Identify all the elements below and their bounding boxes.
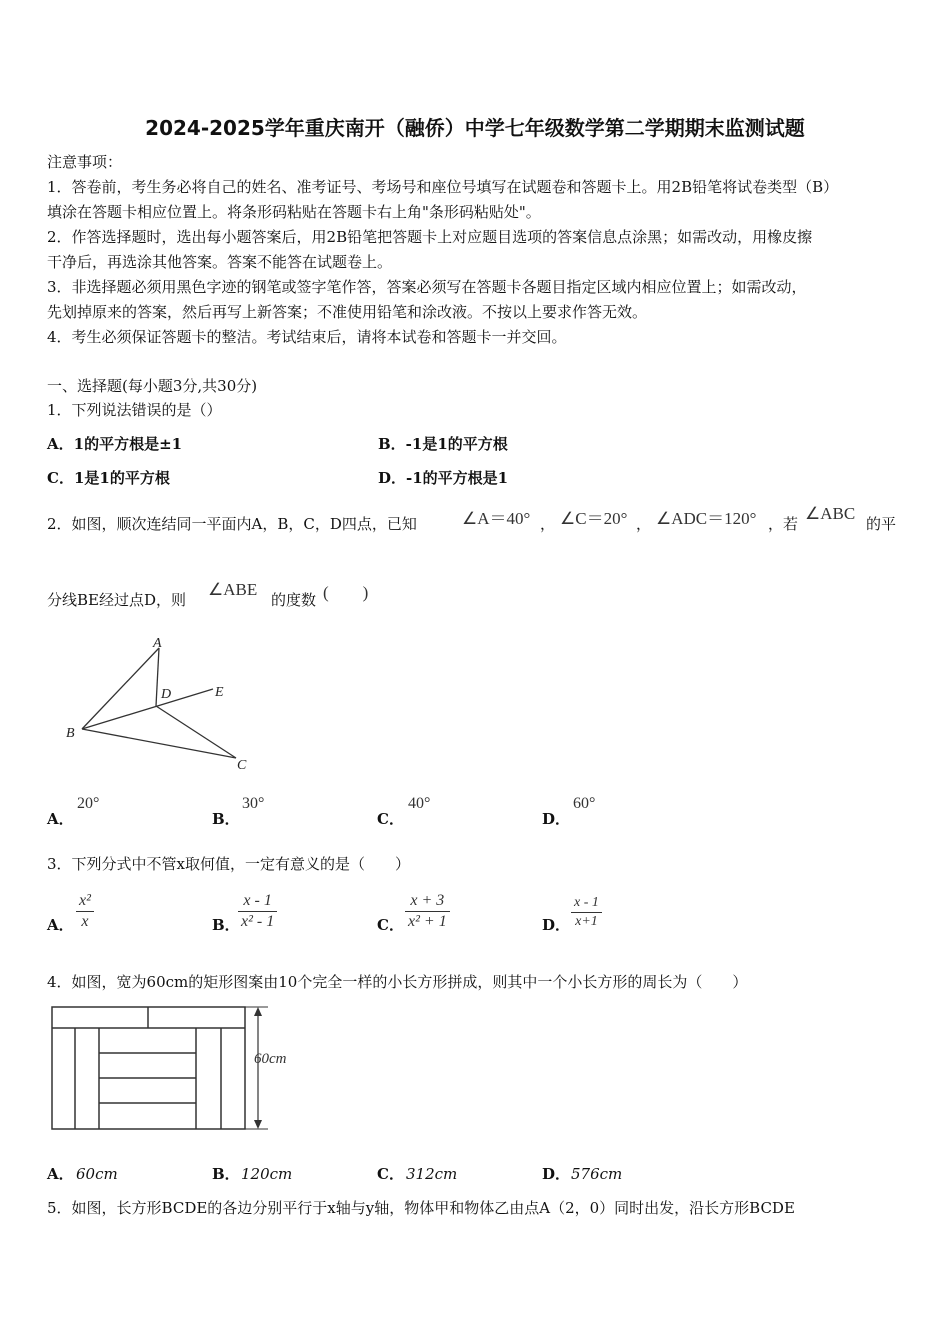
q4-option-label: B． <box>212 1165 240 1183</box>
q4-stem: 4．如图，宽为60cm的矩形图案由10个完全一样的小长方形拼成，则其中一个小长方形的周长为（ ） <box>47 973 748 991</box>
page-title: 2024-2025学年重庆南开（融侨）中学七年级数学第二学期期末监测试题 <box>145 116 805 140</box>
q3-option-label: C． <box>377 916 404 934</box>
q2-angle-a: ∠A＝40° <box>462 509 531 528</box>
q5-stem: 5．如图，长方形BCDE的各边分别平行于x轴与y轴，物体甲和物体乙由点A（2，0）同时出发，沿长方形BCDE <box>47 1199 795 1217</box>
q4-option-value: 120cm <box>241 1165 293 1183</box>
q4-option-value: 60cm <box>76 1165 118 1183</box>
q4-option-value: 576cm <box>571 1165 623 1183</box>
q2-angle-abc: ∠ABC <box>805 504 856 523</box>
q1-option-a: A．1的平方根是±1 <box>47 435 183 453</box>
section-heading: 一、选择题(每小题3分,共30分) <box>47 377 258 395</box>
label-d: D <box>161 687 172 702</box>
notice-heading: 注意事项： <box>47 153 123 171</box>
notice-line: 3．非选择题必须用黑色字迹的钢笔或签字笔作答，答案必须写在答题卡各题目指定区域内相应位置上；如需改动， <box>47 278 807 296</box>
numerator: x + 3 <box>405 891 450 912</box>
q1-stem: 1．下列说法错误的是（） <box>47 401 222 419</box>
q2-paren: ( ) <box>323 583 369 602</box>
q1-option-b: B．-1是1的平方根 <box>378 435 508 453</box>
q3-option-c-fraction <box>405 891 450 932</box>
q2-stem-part: 分线BE经过点D，则 <box>47 591 186 609</box>
q2-angle-abe: ∠ABE <box>208 580 258 599</box>
q2-stem-part: ，若 <box>768 515 799 533</box>
q2-figure <box>60 632 260 777</box>
q3-option-a-fraction <box>76 891 94 932</box>
segment-ad <box>156 648 159 706</box>
q2-option-value: 40° <box>408 795 431 812</box>
label-c: C <box>237 758 247 773</box>
notice-line: 先划掉原来的答案，然后再写上新答案；不准使用铅笔和涂改液。不按以上要求作答无效。 <box>47 303 648 321</box>
denominator: x+1 <box>575 914 598 929</box>
denominator: x <box>81 913 89 930</box>
label-e: E <box>215 685 224 700</box>
q3-option-b-fraction <box>238 891 277 932</box>
q2-option-label: B． <box>212 810 240 828</box>
q2-option-value: 20° <box>77 795 100 812</box>
arrow-down-icon <box>254 1120 262 1129</box>
q4-option-label: D． <box>542 1165 571 1183</box>
notice-line: 2．作答选择题时，选出每小题答案后，用2B铅笔把答题卡上对应题目选项的答案信息点涂黑；如需改动，用橡皮擦 <box>47 228 813 246</box>
q2-sep: ， <box>540 515 556 533</box>
q2-stem-part: 的平 <box>866 515 897 533</box>
q2-angle-c: ∠C＝20° <box>560 509 628 528</box>
q3-option-label: B． <box>212 916 240 934</box>
numerator: x² <box>76 891 94 912</box>
q3-option-label: D． <box>542 916 571 934</box>
notice-line: 1．答卷前，考生务必将自己的姓名、准考证号、考场号和座位号填写在试题卷和答题卡上。用2B铅笔将试卷类型（B） <box>47 178 839 196</box>
q2-option-label: C． <box>377 810 404 828</box>
width-label: 60cm <box>254 1051 287 1067</box>
q1-option-c: C．1是1的平方根 <box>47 469 170 487</box>
notice-line: 填涂在答题卡相应位置上。将条形码粘贴在答题卡右上角"条形码粘贴处"。 <box>47 203 541 221</box>
q2-option-label: D． <box>542 810 571 828</box>
notice-line: 4．考生必须保证答题卡的整洁。考试结束后，请将本试卷和答题卡一并交回。 <box>47 328 567 346</box>
q2-angle-adc: ∠ADC＝120° <box>656 509 757 528</box>
q4-figure <box>48 1003 308 1138</box>
q3-option-label: A． <box>47 916 74 934</box>
notice-line: 干净后，再选涂其他答案。答案不能答在试题卷上。 <box>47 253 393 271</box>
q2-stem-part: 2．如图，顺次连结同一平面内A，B，C，D四点，已知 <box>47 515 417 533</box>
q3-stem: 3．下列分式中不管x取何值，一定有意义的是（ ） <box>47 855 411 873</box>
numerator: x - 1 <box>238 891 277 912</box>
q2-sep: ， <box>636 515 652 533</box>
label-b: B <box>66 726 75 741</box>
q2-option-value: 30° <box>242 795 265 812</box>
numerator: x - 1 <box>571 894 602 913</box>
q4-option-label: C． <box>377 1165 404 1183</box>
q1-option-d: D．-1的平方根是1 <box>378 469 509 487</box>
q4-option-value: 312cm <box>406 1165 458 1183</box>
denominator: x² - 1 <box>241 913 275 930</box>
denominator: x² + 1 <box>408 913 447 930</box>
q4-option-label: A． <box>47 1165 74 1183</box>
q2-option-value: 60° <box>573 795 596 812</box>
arrow-up-icon <box>254 1007 262 1016</box>
q2-option-label: A． <box>47 810 74 828</box>
q2-stem-part: 的度数 <box>271 591 317 609</box>
label-a: A <box>153 636 162 651</box>
q3-option-d-fraction <box>571 894 602 931</box>
